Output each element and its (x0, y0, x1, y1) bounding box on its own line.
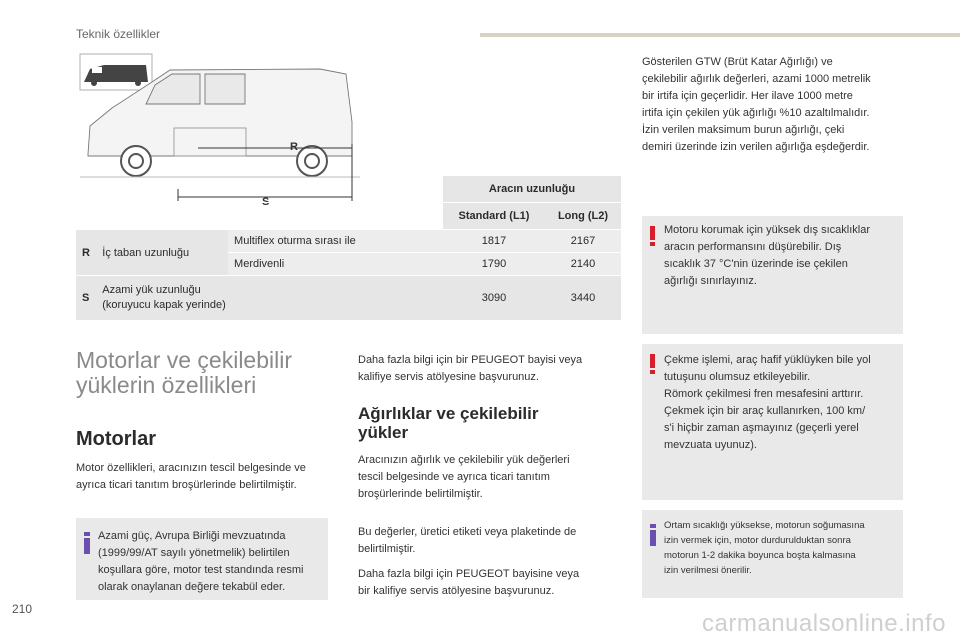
contact-paragraph-2: Daha fazla bilgi için PEUGEOT bayisine veya bir kalifiye servis atölyesine başvurunuz. (358, 568, 580, 597)
warning-icon (650, 226, 655, 246)
warning-icon (650, 354, 655, 374)
motor-paragraph: Motor özellikleri, aracınızın tescil belgesinde ve ayrıca ticari tanıtım broşürlerinde belirtilmiştir. (76, 462, 306, 491)
col-header-l1: Standard (L1) (443, 203, 545, 230)
section-heading: Motorlar ve çekilebilir yüklerin özellikleri (76, 347, 293, 398)
dim-label-r: R (290, 141, 298, 153)
info-icon (650, 524, 656, 546)
watermark: carmanualsonline.info (702, 610, 946, 637)
table-row: R İç taban uzunluğu Multiflex oturma sırası ile 1817 2167 (76, 230, 621, 253)
van-thumbnail-icon (80, 54, 152, 90)
info-icon (84, 532, 90, 554)
page-number: 210 (12, 602, 33, 616)
warning-box-towing: Çekme işlemi, araç hafif yüklüyken bile yol tutuşunu olumsuz etkileyebilir. Römork çekilmesi fren mesafesini arttırır. Çekmek için bir araç kullanırken, 100 km/ s'i hiçbir zaman aşmayınız (geçerli yerel mevzuata uyunuz). (642, 344, 903, 500)
col-header-l2: Long (L2) (545, 203, 621, 230)
label-paragraph: Bu değerler, üretici etiketi veya plaketinde de belirtilmiştir. (358, 526, 577, 555)
contact-paragraph-1: Daha fazla bilgi için bir PEUGEOT bayisi veya kalifiye servis atölyesine başvurunuz. (358, 354, 583, 383)
table-row: S Azami yük uzunluğu (koruyucu kapak yerinde) 3090 3440 (76, 276, 621, 321)
header-rule (480, 33, 960, 37)
warning-box-temperature: Motoru korumak için yüksek dış sıcaklıklar aracın performansını düşürebilir. Dış sıcaklık 37 °C'nin üzerinde ise çekilen ağırlığı sınırlayınız. (642, 216, 903, 334)
weights-paragraph: Aracınızın ağırlık ve çekilebilir yük değerleri tescil belgesinde ve ayrıca ticari tanıtım broşürlerinde belirtilmiştir. (358, 454, 570, 500)
table-group-header: Aracın uzunluğu (443, 176, 621, 203)
section-header: Teknik özellikler (76, 27, 161, 41)
gtw-paragraph: Gösterilen GTW (Brüt Katar Ağırlığı) ve çekilebilir ağırlık değerleri, azami 1000 metrelik bir irtifa için geçerlidir. Her ilave 1000 metre irtifa için çekilen yük ağırlığı %10 azaltılmalıdır. İzin verilen maksimum burun ağırlığı, çeki demiri üzerinde izin verilen ağırlığa eşdeğerdir. (642, 56, 871, 153)
vehicle-length-table (76, 176, 621, 321)
weights-heading: Ağırlıklar ve çekilebilir yükler (358, 404, 539, 442)
info-box-power: Azami güç, Avrupa Birliği mevzuatında (1999/99/AT sayılı yönetmelik) belirtilen koşullara göre, motor test standında resmi olarak onaylanan değere tekabül eder. (76, 518, 328, 600)
table-row: Merdivenli 1790 2140 (76, 253, 621, 276)
dim-label-s: S (262, 196, 270, 207)
subheading-motorlar: Motorlar (76, 428, 156, 450)
info-box-cooling: Ortam sıcaklığı yüksekse, motorun soğumasına izin vermek için, motor durdurulduktan sonra motorun 1-2 dakika boyunca boşta kalmasına izin verilmesi önerilir. (642, 510, 903, 598)
